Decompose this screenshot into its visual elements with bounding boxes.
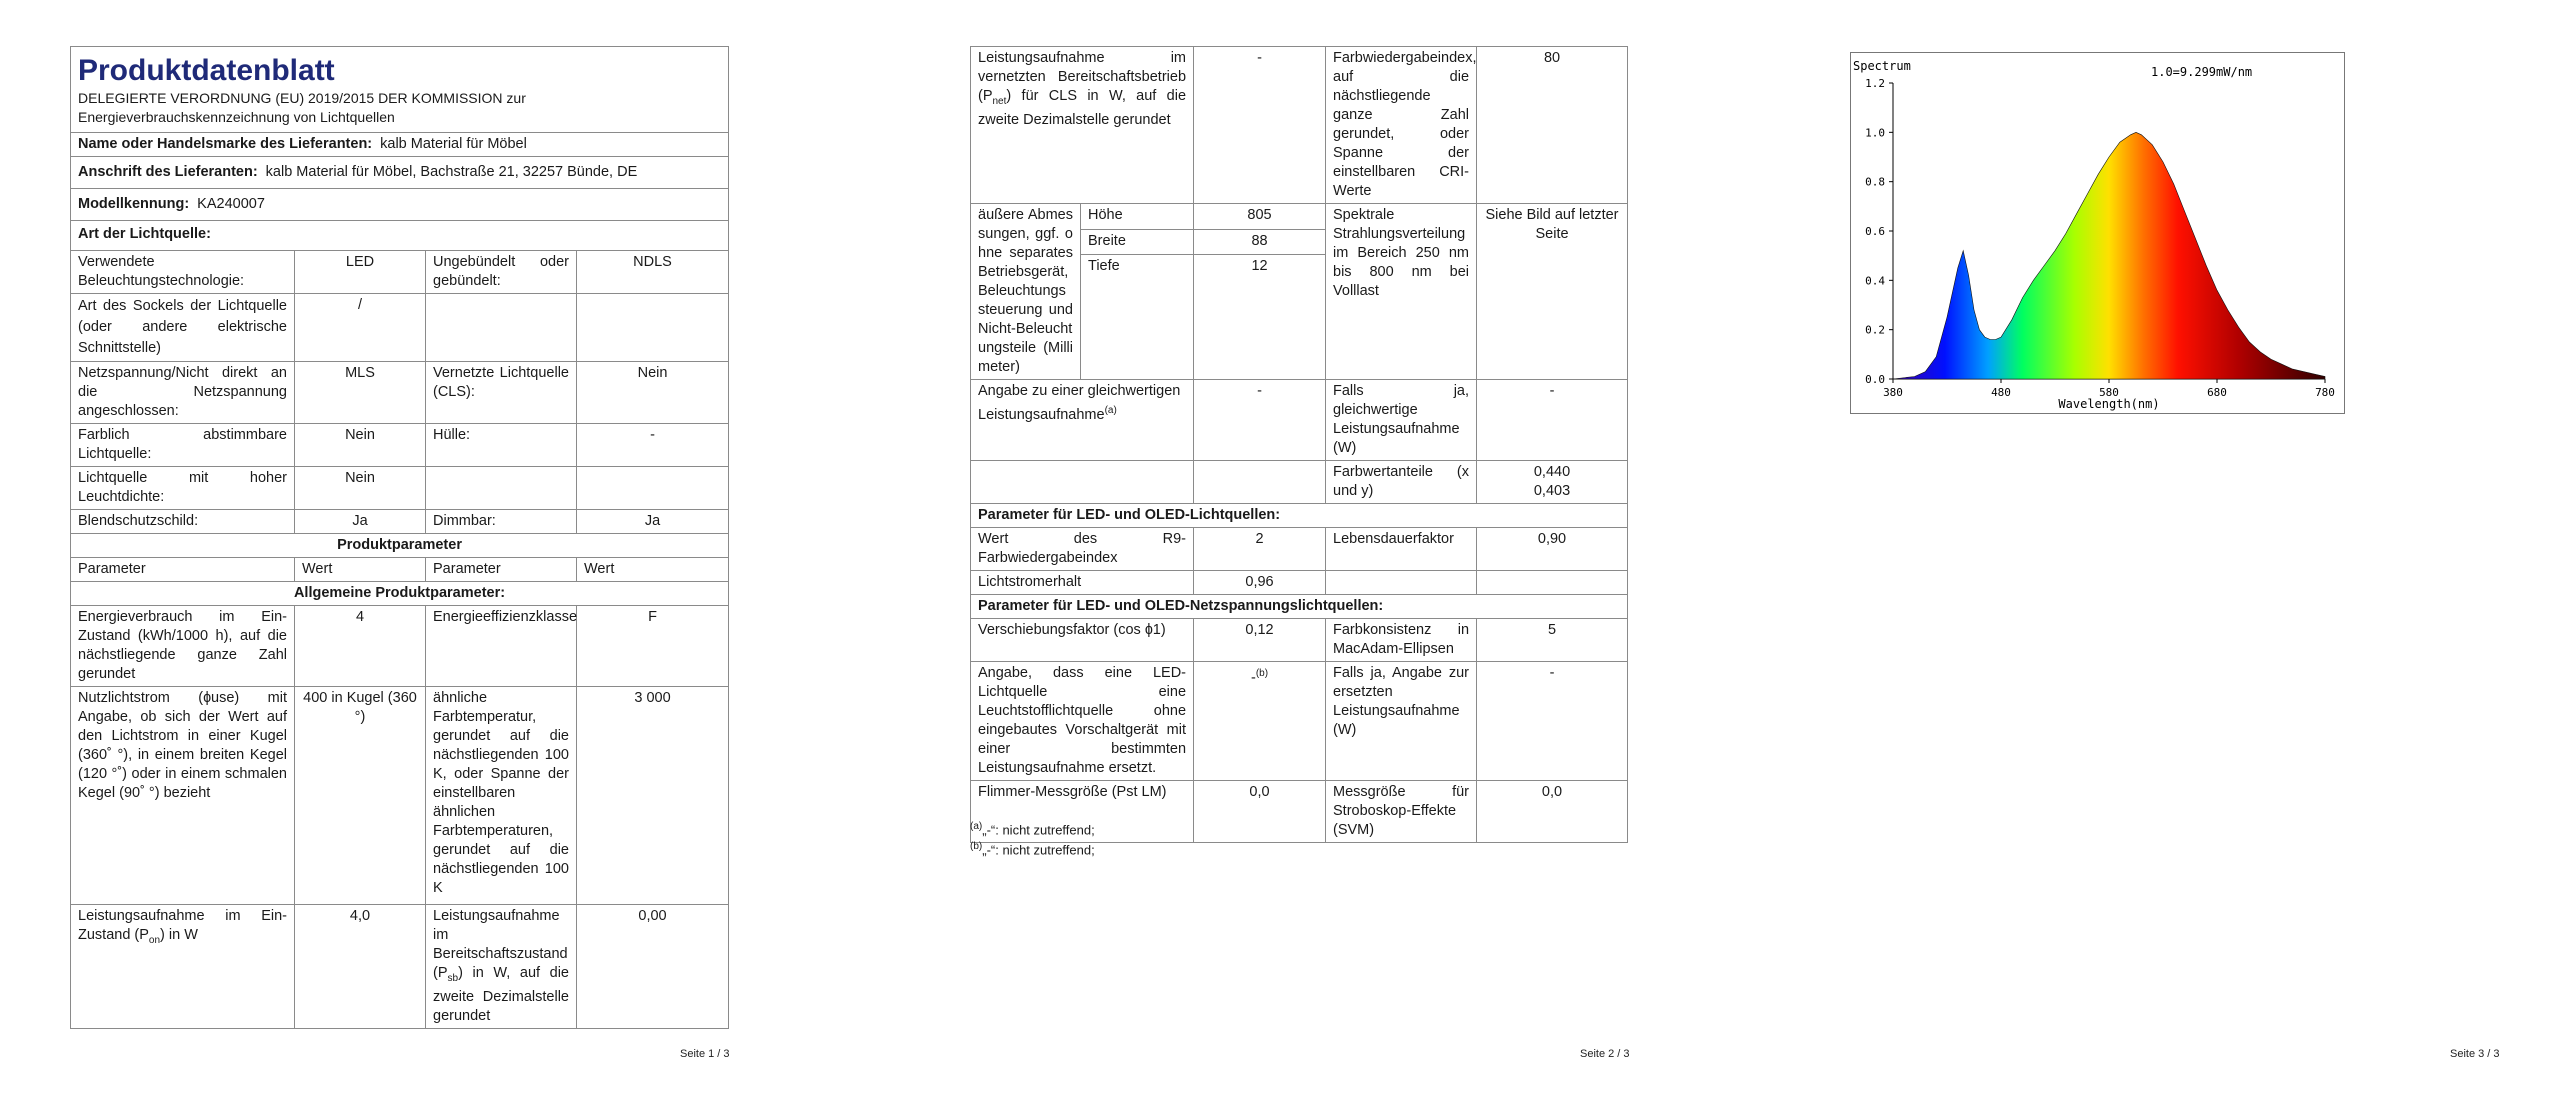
bundled-value: NDLS (577, 251, 729, 294)
tunable-label: Farblich abstimmbare Lichtquelle: (71, 424, 295, 467)
socket-label: Art des Sockels der Lichtquelle (oder andere elektrische Schnittstelle) (71, 294, 295, 362)
cri-value: 80 (1477, 47, 1628, 204)
supplier-name-label: Name oder Handelsmarke des Lieferanten: (78, 136, 373, 152)
y-ticks (1865, 77, 1893, 386)
x-axis-label: Wavelength(nm) (2058, 397, 2160, 411)
light-source-type-heading: Art der Lichtquelle: (71, 221, 729, 251)
x-tick-label: 580 (2099, 386, 2119, 399)
y-tick-label: 0.6 (1865, 225, 1885, 238)
supplier-address-label: Anschrift des Lieferanten: (78, 164, 258, 180)
r9-value: 2 (1194, 528, 1326, 571)
chart-title: Spectrum (1853, 59, 1911, 73)
spectrum-svg (1851, 53, 2344, 413)
efficiency-label: Energieeffizienzklasse (426, 606, 577, 687)
dims-label: äußere Abmessungen, ggf. ohne separates Betriebsgerät, Beleuchtungssteuerung und Nicht-Beleuchtungsteile (Millimeter) (971, 204, 1081, 380)
strobo-value: 0,0 (1477, 781, 1628, 843)
pon-label: Leistungsaufnahme im Ein-Zustand $(P_{on})$ in W (71, 905, 295, 1029)
lifetime-label: Lebensdauerfaktor (1326, 528, 1477, 571)
chroma-y: 0,403 (1533, 483, 1571, 499)
page-2 (870, 0, 1740, 1114)
height-label: Höhe (1081, 204, 1194, 230)
psb-value: 0,00 (577, 905, 729, 1029)
supplier-address-value: kalb Material für Möbel, Bachstraße 21, 32257 Bünde, DE (265, 164, 638, 180)
chart-annotation: 1.0=9.299mW/nm (2151, 65, 2253, 79)
pon-value: 4,0 (295, 905, 426, 1029)
chroma-value (1477, 461, 1628, 504)
footnote-a: $^{(a)}$„-“: nicht zutreffend; (970, 821, 1095, 838)
luminance-value: Nein (295, 467, 426, 510)
width-value: 88 (1194, 229, 1326, 255)
cls-value: Nein (577, 362, 729, 424)
tunable-value: Nein (295, 424, 426, 467)
cct-value: 3 000 (577, 687, 729, 905)
datasheet-table-page-1 (70, 46, 729, 1029)
dimmable-value: Ja (577, 510, 729, 534)
x-ticks (1883, 379, 2335, 399)
spd-label: Spektrale Strahlungsverteilung im Bereich 250 nm bis 800 nm bei Volllast (1326, 204, 1477, 380)
width-label: Breite (1081, 229, 1194, 255)
equiv-label: Angabe zu einer gleichwertigen Leistungsaufnahme$^{(a)}$ (971, 380, 1194, 461)
envelope-label: Hülle: (426, 424, 577, 467)
y-tick-label: 0.4 (1865, 274, 1885, 288)
x-tick-label: 780 (2315, 386, 2335, 399)
col-value-2: Wert (577, 558, 729, 582)
y-tick-label: 1.0 (1865, 126, 1885, 140)
col-param-2: Parameter (426, 558, 577, 582)
page-footer-3: Seite 3 / 3 (2450, 1048, 2500, 1060)
cri-label: Farbwiedergabeindex, auf die nächstliegende ganze Zahl gerundet, oder Spanne der einstellbaren CRI-Werte (1326, 47, 1477, 204)
supplier-name-value: kalb Material für Möbel (380, 136, 527, 152)
spd-value: Siehe Bild auf letzter Seite (1477, 204, 1628, 380)
page-1 (0, 0, 870, 1114)
general-params-heading: Allgemeine Produktparameter: (71, 582, 729, 606)
chroma-label: Farbwertanteile (x und y) (1326, 461, 1477, 504)
cct-label: ähnliche Farbtemperatur, gerundet auf die nächstliegenden 100 K, oder Spanne der einstellbaren ähnlichen Farbtemperaturen, gerundet auf die nächstliegenden 100 K (426, 687, 577, 905)
mains-label: Netzspannung/Nicht direkt an die Netzspannung angeschlossen: (71, 362, 295, 424)
equiv-power-label: Falls ja, gleichwertige Leistungsaufnahme (W) (1326, 380, 1477, 461)
consistency-value: 5 (1477, 619, 1628, 662)
replaced-label: Falls ja, Angabe zur ersetzten Leistungsaufnahme (W) (1326, 662, 1477, 781)
maint-label: Lichtstromerhalt (971, 571, 1194, 595)
y-tick-label: 1.2 (1865, 77, 1885, 90)
maint-value: 0,96 (1194, 571, 1326, 595)
x-tick-label: 680 (2207, 386, 2227, 399)
bundled-label: Ungebündelt oder gebündelt: (426, 251, 577, 294)
equiv-value: - (1194, 380, 1326, 461)
energy-value: 4 (295, 606, 426, 687)
socket-value: / (295, 294, 426, 362)
envelope-value: - (577, 424, 729, 467)
page-footer-1: Seite 1 / 3 (680, 1048, 730, 1060)
x-tick-label: 480 (1991, 386, 2011, 399)
efficiency-value: F (577, 606, 729, 687)
shift-label: Verschiebungsfaktor (cos ɸ1) (971, 619, 1194, 662)
datasheet-table-page-2 (970, 46, 1628, 843)
shift-value: 0,12 (1194, 619, 1326, 662)
page-title: Produktdatenblatt (78, 54, 335, 87)
lifetime-value: 0,90 (1477, 528, 1628, 571)
page-3 (1740, 0, 2560, 1114)
tech-value: LED (295, 251, 426, 294)
flicker-value: 0,0 (1194, 781, 1326, 843)
x-tick-label: 380 (1883, 386, 1903, 399)
y-tick-label: 0.8 (1865, 175, 1885, 189)
depth-value: 12 (1194, 255, 1326, 380)
spectrum-area (1893, 132, 2325, 379)
col-param-1: Parameter (71, 558, 295, 582)
replaced-value: - (1477, 662, 1628, 781)
product-params-heading: Produktparameter (71, 534, 729, 558)
glare-label: Blendschutzschild: (71, 510, 295, 534)
y-tick-label: 0.2 (1865, 323, 1885, 337)
equiv-power-value: - (1477, 380, 1628, 461)
y-tick-label: 0.0 (1865, 373, 1885, 386)
psb-label: Leistungsaufnahme im Bereitschaftszustand $(P_{sb})$ in W, auf die zweite Dezimalstelle gerundet (426, 905, 577, 1029)
col-value-1: Wert (295, 558, 426, 582)
dimmable-label: Dimmbar: (426, 510, 577, 534)
regulation-text: DELEGIERTE VERORDNUNG (EU) 2019/2015 DER KOMMISSION zur Energieverbrauchskennzeichnung von Lichtquellen (78, 90, 526, 125)
strobo-label: Messgröße für Stroboskop-Effekte (SVM) (1326, 781, 1477, 843)
model-label: Modellkennung: (78, 196, 190, 212)
height-value: 805 (1194, 204, 1326, 230)
pnet-label: Leistungsaufnahme im vernetzten Bereitschaftsbetrieb $(P_{net})$ für CLS in W, auf die zweite Dezimalstelle gerundet (971, 47, 1194, 204)
flicker-label: Flimmer-Messgröße (Pst LM) (971, 781, 1194, 843)
consistency-label: Farbkonsistenz in MacAdam-Ellipsen (1326, 619, 1477, 662)
page-footer-2: Seite 2 / 3 (1580, 1048, 1630, 1060)
pnet-value: - (1194, 47, 1326, 204)
led-params-heading: Parameter für LED- und OLED-Lichtquellen: (971, 504, 1628, 528)
cls-label: Vernetzte Lichtquelle (CLS): (426, 362, 577, 424)
luminance-label: Lichtquelle mit hoher Leuchtdichte: (71, 467, 295, 510)
retrofit-value: -$^{(b)}$ (1194, 662, 1326, 781)
flux-label: Nutzlichtstrom (ɸuse) mit Angabe, ob sich der Wert auf den Lichtstrom in einer Kugel (360˚ °), in einem breiten Kegel (120 °˚) oder in einem schmalen Kegel (90˚ °) bezieht (71, 687, 295, 905)
chroma-x: 0,440 (1533, 464, 1571, 480)
retrofit-label: Angabe, dass eine LED-Lichtquelle eine Leuchtstofflichtquelle ohne eingebautes Vorschaltgerät mit einer bestimmten Leistungsaufnahme ersetzt. (971, 662, 1194, 781)
model-value: KA240007 (197, 196, 265, 212)
depth-label: Tiefe (1081, 255, 1194, 380)
flux-value: 400 in Kugel (360 °) (295, 687, 426, 905)
spectrum-chart (1850, 52, 2345, 414)
mains-value: MLS (295, 362, 426, 424)
mains-params-heading: Parameter für LED- und OLED-Netzspannungslichtquellen: (971, 595, 1628, 619)
energy-label: Energieverbrauch im Ein-Zustand (kWh/1000 h), auf die nächstliegende ganze Zahl gerundet (71, 606, 295, 687)
r9-label: Wert des R9-Farbwiedergabeindex (971, 528, 1194, 571)
tech-label: Verwendete Beleuchtungstechnologie: (71, 251, 295, 294)
footnote-b: $^{(b)}$„-“: nicht zutreffend; (970, 841, 1095, 858)
glare-value: Ja (295, 510, 426, 534)
